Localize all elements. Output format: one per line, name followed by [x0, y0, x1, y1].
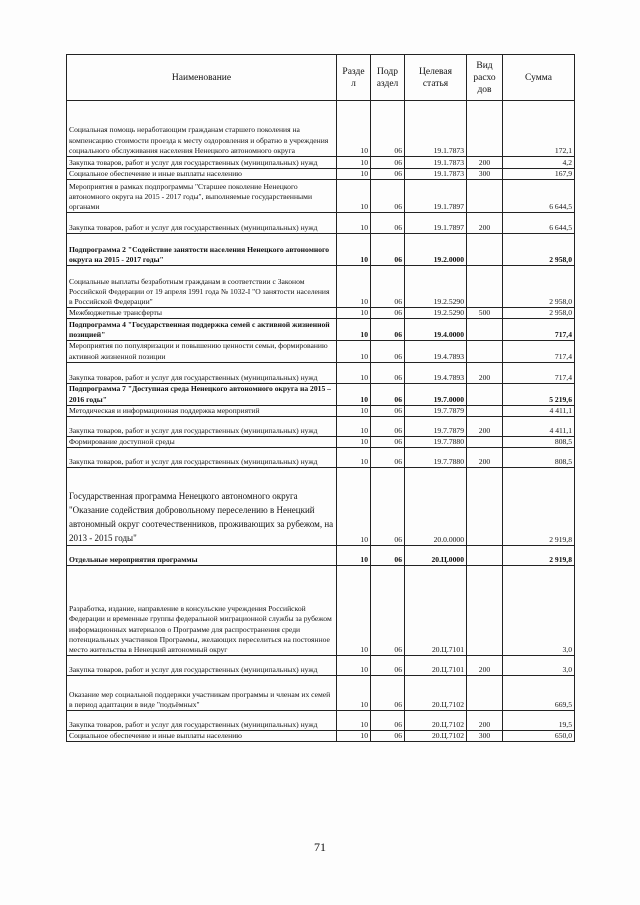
cell-summa: 3,0 — [503, 566, 575, 656]
cell-podrazdel: 06 — [371, 234, 405, 266]
cell-statya: 20.Ц.7101 — [405, 566, 467, 656]
cell-razdel: 10 — [337, 405, 371, 416]
cell-name: Подпрограмма 2 "Содействие занятости населения Ненецкого автономного округа на 2015 - 2017 годы" — [67, 234, 337, 266]
cell-razdel: 10 — [337, 213, 371, 234]
cell-name: Межбюджетные трансферты — [67, 308, 337, 319]
cell-podrazdel: 06 — [371, 157, 405, 169]
cell-name: Государственная программа Ненецкого автономного округа "Оказание содействия добровольному переселению в Ненецкий автономный округ соотечественников, проживающих за рубежом, на 2013 - 2015 годы" — [67, 468, 337, 546]
cell-vid — [467, 319, 503, 341]
table-row — [67, 731, 575, 742]
cell-statya: 19.2.0000 — [405, 234, 467, 266]
table-row — [67, 341, 575, 362]
cell-statya: 19.4.7893 — [405, 341, 467, 362]
cell-vid — [467, 468, 503, 546]
cell-name: Закупка товаров, работ и услуг для государственных (муниципальных) нужд — [67, 157, 337, 169]
cell-summa: 5 219,6 — [503, 383, 575, 405]
cell-razdel: 10 — [337, 234, 371, 266]
cell-statya: 20.Ц.7102 — [405, 731, 467, 742]
cell-statya: 19.2.5290 — [405, 308, 467, 319]
cell-name: Социальная помощь неработающим гражданам старшего поколения на компенсацию стоимости проезда к месту оздоровления и обратно в учреждения социального обслуживания населения Ненецкого автономного округа — [67, 101, 337, 157]
cell-vid — [467, 405, 503, 416]
cell-statya: 20.Ц.7102 — [405, 676, 467, 711]
table-row — [67, 676, 575, 711]
cell-razdel: 10 — [337, 157, 371, 169]
cell-name: Закупка товаров, работ и услуг для государственных (муниципальных) нужд — [67, 656, 337, 676]
cell-vid — [467, 266, 503, 308]
cell-vid: 500 — [467, 308, 503, 319]
cell-podrazdel: 06 — [371, 101, 405, 157]
cell-statya: 19.1.7897 — [405, 180, 467, 213]
table-row — [67, 417, 575, 437]
cell-razdel: 10 — [337, 546, 371, 566]
cell-vid — [467, 180, 503, 213]
cell-podrazdel: 06 — [371, 468, 405, 546]
cell-vid: 300 — [467, 731, 503, 742]
header-vid: Вид расхо дов — [467, 55, 503, 101]
table-row — [67, 566, 575, 656]
cell-vid — [467, 676, 503, 711]
cell-vid: 200 — [467, 362, 503, 383]
cell-podrazdel: 06 — [371, 437, 405, 448]
cell-razdel: 10 — [337, 437, 371, 448]
header-name: Наименование — [67, 55, 337, 101]
table-row — [67, 656, 575, 676]
cell-summa: 6 644,5 — [503, 213, 575, 234]
cell-statya: 20.Ц.7101 — [405, 656, 467, 676]
header-podrazdel: Подр аздел — [371, 55, 405, 101]
cell-summa: 19,5 — [503, 711, 575, 731]
cell-podrazdel: 06 — [371, 169, 405, 180]
budget-table — [66, 54, 575, 742]
cell-statya: 19.7.7880 — [405, 448, 467, 468]
cell-name: Закупка товаров, работ и услуг для государственных (муниципальных) нужд — [67, 417, 337, 437]
header-statya: Целевая статья — [405, 55, 467, 101]
cell-podrazdel: 06 — [371, 731, 405, 742]
cell-name: Методическая и информационная поддержка мероприятий — [67, 405, 337, 416]
cell-podrazdel: 06 — [371, 319, 405, 341]
cell-vid — [467, 101, 503, 157]
cell-summa: 717,4 — [503, 341, 575, 362]
cell-name: Мероприятия по популяризации и повышению ценности семьи, формированию активной жизненной позиции — [67, 341, 337, 362]
cell-statya: 19.7.0000 — [405, 383, 467, 405]
cell-razdel: 10 — [337, 383, 371, 405]
cell-razdel: 10 — [337, 308, 371, 319]
cell-summa: 808,5 — [503, 448, 575, 468]
cell-name: Социальные выплаты безработным гражданам в соответствии с Законом Российской Федерации от 19 апреля 1991 года № 1032-I "О занятости населения в Российской Федерации" — [67, 266, 337, 308]
cell-podrazdel: 06 — [371, 362, 405, 383]
cell-statya: 19.7.7880 — [405, 437, 467, 448]
cell-statya: 19.1.7873 — [405, 101, 467, 157]
cell-vid: 200 — [467, 656, 503, 676]
cell-summa: 4 411,1 — [503, 405, 575, 416]
cell-podrazdel: 06 — [371, 546, 405, 566]
table-row — [67, 711, 575, 731]
cell-razdel: 10 — [337, 266, 371, 308]
table-row — [67, 319, 575, 341]
table-row — [67, 180, 575, 213]
cell-podrazdel: 06 — [371, 213, 405, 234]
cell-name: Подпрограмма 7 "Доступная среда Ненецкого автономного округа на 2015 – 2016 годы" — [67, 383, 337, 405]
table-row — [67, 266, 575, 308]
cell-razdel: 10 — [337, 468, 371, 546]
cell-razdel: 10 — [337, 180, 371, 213]
cell-statya: 19.4.7893 — [405, 362, 467, 383]
cell-summa: 2 958,0 — [503, 234, 575, 266]
cell-statya: 20.0.0000 — [405, 468, 467, 546]
cell-summa: 808,5 — [503, 437, 575, 448]
cell-statya: 19.1.7873 — [405, 157, 467, 169]
cell-vid — [467, 566, 503, 656]
cell-razdel: 10 — [337, 448, 371, 468]
cell-razdel: 10 — [337, 417, 371, 437]
cell-vid — [467, 341, 503, 362]
table-row — [67, 468, 575, 546]
cell-podrazdel: 06 — [371, 180, 405, 213]
cell-statya: 19.1.7897 — [405, 213, 467, 234]
cell-vid: 200 — [467, 157, 503, 169]
cell-statya: 19.2.5290 — [405, 266, 467, 308]
cell-razdel: 10 — [337, 362, 371, 383]
cell-summa: 3,0 — [503, 656, 575, 676]
cell-vid — [467, 234, 503, 266]
cell-statya: 19.7.7879 — [405, 417, 467, 437]
table-row — [67, 448, 575, 468]
cell-podrazdel: 06 — [371, 341, 405, 362]
cell-podrazdel: 06 — [371, 656, 405, 676]
table-body — [67, 101, 575, 742]
table-row — [67, 234, 575, 266]
cell-podrazdel: 06 — [371, 308, 405, 319]
table-row — [67, 213, 575, 234]
cell-vid: 200 — [467, 448, 503, 468]
cell-podrazdel: 06 — [371, 711, 405, 731]
cell-name: Социальное обеспечение и иные выплаты населению — [67, 169, 337, 180]
cell-statya: 19.1.7873 — [405, 169, 467, 180]
cell-summa: 2 919,8 — [503, 468, 575, 546]
cell-razdel: 10 — [337, 319, 371, 341]
cell-summa: 4,2 — [503, 157, 575, 169]
cell-name: Оказание мер социальной поддержки участникам программы и членам их семей в период адаптации в виде "подъёмных" — [67, 676, 337, 711]
cell-summa: 650,0 — [503, 731, 575, 742]
table-row — [67, 101, 575, 157]
cell-name: Закупка товаров, работ и услуг для государственных (муниципальных) нужд — [67, 711, 337, 731]
cell-podrazdel: 06 — [371, 405, 405, 416]
cell-podrazdel: 06 — [371, 383, 405, 405]
cell-summa: 2 958,0 — [503, 308, 575, 319]
cell-podrazdel: 06 — [371, 266, 405, 308]
cell-razdel: 10 — [337, 566, 371, 656]
cell-podrazdel: 06 — [371, 448, 405, 468]
cell-summa: 172,1 — [503, 101, 575, 157]
header-summa: Сумма — [503, 55, 575, 101]
table-row — [67, 405, 575, 416]
cell-vid: 200 — [467, 711, 503, 731]
cell-name: Закупка товаров, работ и услуг для государственных (муниципальных) нужд — [67, 213, 337, 234]
cell-summa: 2 958,0 — [503, 266, 575, 308]
cell-summa: 669,5 — [503, 676, 575, 711]
cell-razdel: 10 — [337, 676, 371, 711]
table-row — [67, 157, 575, 169]
cell-podrazdel: 06 — [371, 566, 405, 656]
table-row — [67, 437, 575, 448]
cell-vid — [467, 546, 503, 566]
page-number: 71 — [314, 840, 326, 854]
cell-statya: 19.7.7879 — [405, 405, 467, 416]
table-row — [67, 308, 575, 319]
cell-razdel: 10 — [337, 101, 371, 157]
table-row — [67, 546, 575, 566]
cell-podrazdel: 06 — [371, 676, 405, 711]
cell-summa: 2 919,8 — [503, 546, 575, 566]
cell-statya: 20.Ц.0000 — [405, 546, 467, 566]
cell-vid: 200 — [467, 213, 503, 234]
header-razdel: Разде л — [337, 55, 371, 101]
cell-vid: 300 — [467, 169, 503, 180]
cell-podrazdel: 06 — [371, 417, 405, 437]
table-row — [67, 169, 575, 180]
cell-summa: 717,4 — [503, 319, 575, 341]
cell-razdel: 10 — [337, 656, 371, 676]
cell-summa: 167,9 — [503, 169, 575, 180]
table-header-row — [67, 55, 575, 101]
cell-name: Подпрограмма 4 "Государственная поддержка семей с активной жизненной позицией" — [67, 319, 337, 341]
cell-name: Мероприятия в рамках подпрограммы "Старшее поколение Ненецкого автономного округа на 2015 - 2017 годы", выполняемые государственными органами — [67, 180, 337, 213]
cell-razdel: 10 — [337, 169, 371, 180]
cell-name: Отдельные мероприятия программы — [67, 546, 337, 566]
table-row — [67, 362, 575, 383]
cell-vid — [467, 437, 503, 448]
cell-name: Закупка товаров, работ и услуг для государственных (муниципальных) нужд — [67, 448, 337, 468]
cell-razdel: 10 — [337, 341, 371, 362]
cell-razdel: 10 — [337, 711, 371, 731]
cell-name: Закупка товаров, работ и услуг для государственных (муниципальных) нужд — [67, 362, 337, 383]
cell-summa: 6 644,5 — [503, 180, 575, 213]
cell-vid — [467, 383, 503, 405]
cell-name: Формирование доступной среды — [67, 437, 337, 448]
cell-statya: 20.Ц.7102 — [405, 711, 467, 731]
table-row — [67, 383, 575, 405]
cell-summa: 4 411,1 — [503, 417, 575, 437]
cell-vid: 200 — [467, 417, 503, 437]
cell-name: Социальное обеспечение и иные выплаты населению — [67, 731, 337, 742]
cell-name: Разработка, издание, направление в консульские учреждения Российской Федерации и временные группы федеральной миграционной службы за рубежом информационных материалов о Программе для распространения среди потенциальных участников Программы, желающих переселиться на постоянное место жительства в Ненецкий автономный округ — [67, 566, 337, 656]
cell-summa: 717,4 — [503, 362, 575, 383]
cell-razdel: 10 — [337, 731, 371, 742]
cell-statya: 19.4.0000 — [405, 319, 467, 341]
